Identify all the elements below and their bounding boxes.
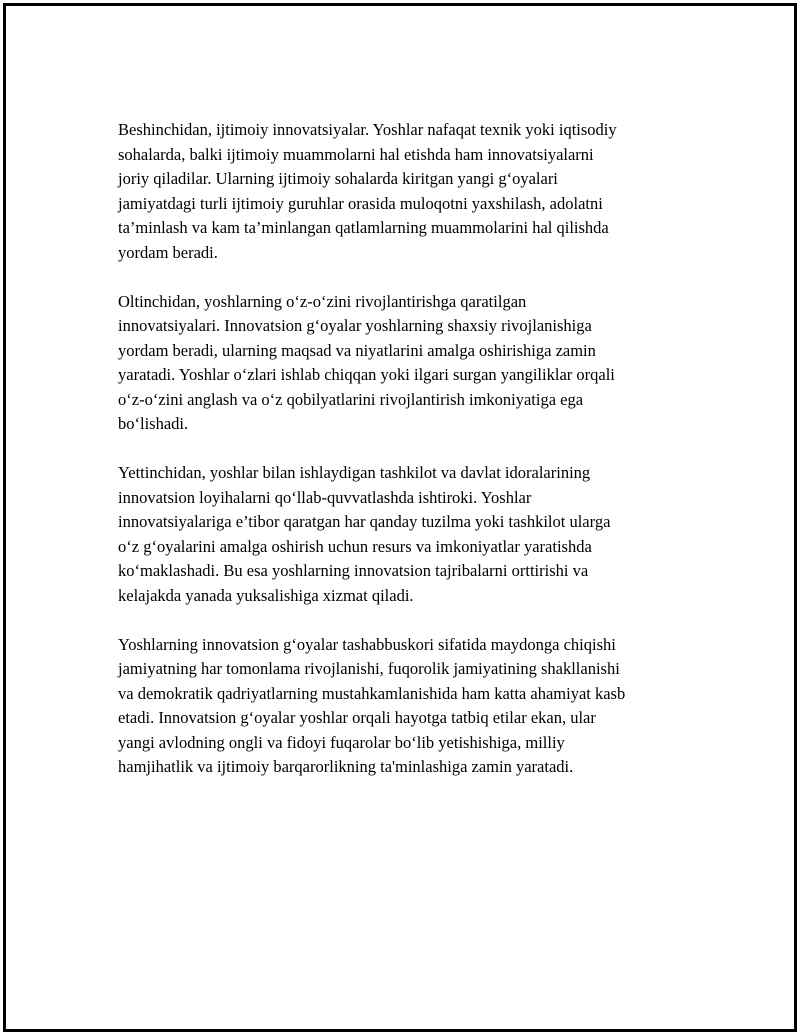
text-line: o‘z g‘oyalarini amalga oshirish uchun resurs va imkoniyatlar yaratishda: [118, 536, 592, 556]
text-line: o‘z-o‘zini anglash va o‘z qobilyatlarini rivojlantirish imkoniyatiga ega: [118, 389, 584, 409]
text-line: ko‘maklashadi. Bu esa yoshlarning innovatsion tajribalarni orttirishi va: [118, 561, 589, 580]
text-line: jamiyatning har tomonlama rivojlanishi, fuqorolik jamiyatining shakllanishi: [118, 659, 620, 678]
text-line: innovatsion loyihalarni qo‘llab-quvvatlashda ishtiroki. Yoshlar: [118, 487, 532, 507]
text-line: hamjihatlik va ijtimoiy barqarorlikning ta'minlashiga zamin yaratadi.: [118, 757, 574, 776]
text-line: sohalarda, balki ijtimoiy muammolarni hal etishda ham innovatsiyalarni: [118, 144, 594, 164]
text-line: kelajakda yanada yuksalishiga xizmat qiladi.: [118, 585, 414, 605]
text-line: yangi avlodning ongli va fidoyi fuqarolar bo‘lib yetishishiga, milliy: [118, 732, 565, 752]
text-line: bo‘lishadi.: [118, 414, 189, 433]
text-line: innovatsiyalari. Innovatsion g‘oyalar yoshlarning shaxsiy rivojlanishiga: [118, 316, 592, 335]
text-line: Yoshlarning innovatsion g‘oyalar tashabbuskori sifatida maydonga chiqishi: [118, 634, 616, 654]
text-line: etadi. Innovatsion g‘oyalar yoshlar orqali hayotga tatbiq etilar ekan, ular: [118, 708, 596, 727]
text-line: joriy qiladilar. Ularning ijtimoiy sohalarda kiritgan yangi g‘oyalari: [118, 169, 558, 188]
text-line: va demokratik qadriyatlarning mustahkamlanishida ham katta ahamiyat kasb: [118, 683, 626, 703]
text-line: ta’minlash va kam ta’minlangan qatlamlarning muammolarini hal qilishda: [118, 218, 609, 237]
paragraph-1: [118, 118, 708, 265]
text-line: Beshinchidan, ijtimoiy innovatsiyalar. Yoshlar nafaqat texnik yoki iqtisodiy: [118, 120, 617, 139]
paragraph-4: [118, 633, 708, 780]
text-line: innovatsiyalariga e’tibor qaratgan har qanday tuzilma yoki tashkilot ularga: [118, 512, 611, 531]
paragraph-2: [118, 290, 708, 437]
paragraph-3: [118, 461, 708, 608]
document-body: [118, 118, 708, 804]
text-line: yordam beradi.: [118, 242, 218, 262]
text-line: jamiyatdagi turli ijtimoiy guruhlar orasida muloqotni yaxshilash, adolatni: [118, 193, 603, 213]
text-line: yordam beradi, ularning maqsad va niyatlarini amalga oshirishiga zamin: [118, 340, 596, 360]
text-line: yaratadi. Yoshlar o‘zlari ishlab chiqqan yoki ilgari surgan yangiliklar orqali: [118, 365, 615, 384]
text-line: Oltinchidan, yoshlarning o‘z-o‘zini rivojlantirishga qaratilgan: [118, 291, 527, 311]
text-line: Yettinchidan, yoshlar bilan ishlaydigan tashkilot va davlat idoralarining: [118, 463, 591, 482]
